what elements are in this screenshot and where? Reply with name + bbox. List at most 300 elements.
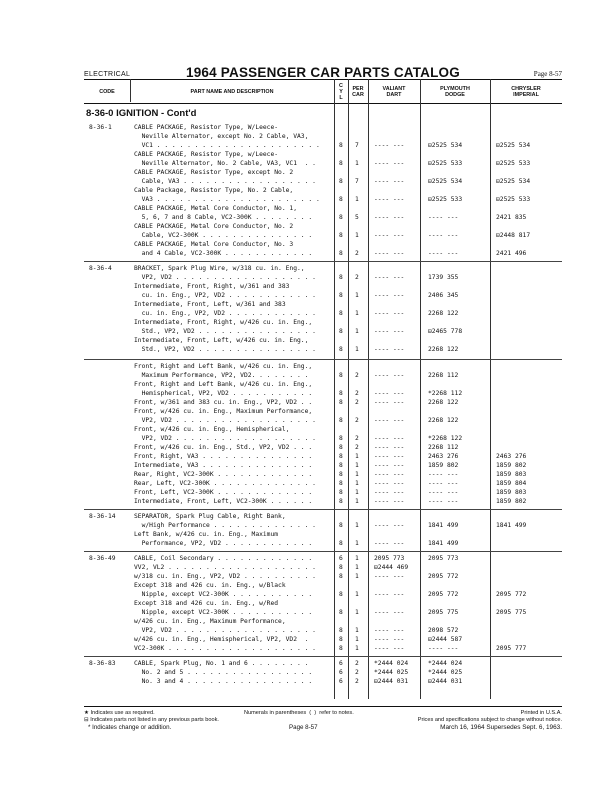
- table-row: [0, 443, 612, 452]
- col-chrysler-imperial: CHRYSLER IMPERIAL: [511, 85, 541, 98]
- cell-car: 1: [355, 564, 359, 571]
- cell-pd: 1841 499: [428, 540, 459, 547]
- cell-cyl: 8: [339, 214, 343, 221]
- table-row: [0, 282, 612, 291]
- cell-desc: CABLE PACKAGE, Resistor Type, W/Leece-: [134, 124, 279, 131]
- cell-vd: ⊟2444 031: [374, 678, 409, 685]
- cell-desc: No. 2 and 5 . . . . . . . . . . . . . . . . .: [134, 669, 313, 676]
- cell-car: 1: [355, 160, 359, 167]
- cell-desc: Std., VP2, VD2 . . . . . . . . . . . . . . . .: [134, 346, 316, 353]
- table-row: [0, 452, 612, 461]
- table-row: [0, 222, 612, 231]
- cell-cyl: 8: [339, 274, 343, 281]
- table-row: [0, 677, 612, 686]
- cell-code: 8-36-14: [89, 513, 116, 520]
- cell-pd: 2268 122: [428, 417, 459, 424]
- cell-desc: w/426 cu. in. Eng., Maximum Performance,: [134, 618, 286, 625]
- cell-desc: Except 318 and 426 cu. in. Eng., w/Red: [134, 600, 279, 607]
- cell-car: 2: [355, 669, 359, 676]
- cell-cyl: 8: [339, 522, 343, 529]
- footer-note-new-parts: ⊟ Indicates parts not listed in any previous parts book.: [84, 717, 219, 723]
- table-row: [0, 318, 612, 327]
- cell-cyl: 8: [339, 540, 343, 547]
- cell-pd: *2268 122: [428, 435, 463, 442]
- cell-car: 1: [355, 540, 359, 547]
- cell-car: 7: [355, 178, 359, 185]
- cell-cyl: 8: [339, 310, 343, 317]
- cell-desc: CABLE PACKAGE, Metal Core Conductor, No. 3: [134, 241, 294, 248]
- col-plymouth-dodge: PLYMOUTH DODGE: [440, 85, 470, 98]
- cell-pd: 2463 276: [428, 453, 459, 460]
- cell-desc: CABLE, Coil Secondary . . . . . . . . . . . . .: [134, 555, 313, 562]
- cell-desc: Except 318 and 426 cu. in. Eng., w/Black: [134, 582, 286, 589]
- cell-pd: 2095 775: [428, 609, 459, 616]
- cell-ci: 1859 802: [496, 462, 527, 469]
- cell-car: 2: [355, 250, 359, 257]
- cell-vd: ---- ---: [374, 591, 405, 598]
- table-row: [0, 195, 612, 204]
- cell-cyl: 8: [339, 444, 343, 451]
- cell-cyl: 8: [339, 591, 343, 598]
- cell-desc: Neville Alternator, No. 2 Cable, VA3, VC1 . .: [134, 160, 316, 167]
- cell-car: 2: [355, 274, 359, 281]
- cell-vd: ---- ---: [374, 399, 405, 406]
- table-row: [0, 530, 612, 539]
- table-row: [0, 659, 612, 668]
- table-row: [0, 635, 612, 644]
- cell-ci: 2095 772: [496, 591, 527, 598]
- cell-pd: ⊟2525 534: [428, 178, 463, 185]
- cell-cyl: 8: [339, 564, 343, 571]
- cell-vd: ---- ---: [374, 310, 405, 317]
- cell-desc: Intermediate, Front, Right, w/426 cu. in. Eng.,: [134, 319, 313, 326]
- cell-pd: ⊟2444 587: [428, 636, 463, 643]
- cell-pd: ---- ---: [428, 250, 459, 257]
- cell-ci: ⊟2525 533: [496, 160, 531, 167]
- cell-desc: CABLE PACKAGE, Resistor Type, except No. 2: [134, 169, 294, 176]
- cell-desc: SEPARATOR, Spark Plug Cable, Right Bank,: [134, 513, 286, 520]
- cell-cyl: 8: [339, 462, 343, 469]
- table-row: [0, 479, 612, 488]
- cell-vd: ---- ---: [374, 522, 405, 529]
- cell-car: 2: [355, 399, 359, 406]
- table-row: [0, 554, 612, 563]
- cell-pd: 2268 112: [428, 444, 459, 451]
- table-row: [0, 380, 612, 389]
- table-row: [0, 240, 612, 249]
- cell-car: 1: [355, 453, 359, 460]
- cell-pd: *2268 112: [428, 390, 463, 397]
- cell-vd: *2444 025: [374, 669, 409, 676]
- cell-pd: 1841 499: [428, 522, 459, 529]
- table-row: [0, 186, 612, 195]
- cell-cyl: 8: [339, 417, 343, 424]
- table-row: [0, 572, 612, 581]
- cell-car: 1: [355, 462, 359, 469]
- table-row: [0, 434, 612, 443]
- cell-vd: ---- ---: [374, 328, 405, 335]
- cell-pd: 2095 772: [428, 573, 459, 580]
- cell-desc: Cable, VA3 . . . . . . . . . . . . . . . . . .: [134, 178, 316, 185]
- cell-code: 8-36-1: [89, 124, 112, 131]
- cell-cyl: 8: [339, 399, 343, 406]
- cell-cyl: 8: [339, 390, 343, 397]
- cell-desc: VP2, VD2 . . . . . . . . . . . . . . . . . . .: [134, 627, 316, 634]
- cell-vd: ---- ---: [374, 417, 405, 424]
- cell-pd: 2406 345: [428, 292, 459, 299]
- group-divider: [84, 551, 562, 552]
- cell-pd: ---- ---: [428, 471, 459, 478]
- cell-desc: w/318 cu. in. Eng., VP2, VD2 . . . . . . . . . .: [134, 573, 316, 580]
- cell-ci: 2095 775: [496, 609, 527, 616]
- table-row: [0, 563, 612, 572]
- cell-desc: VA3 . . . . . . . . . . . . . . . . . . . . . .: [134, 196, 320, 203]
- rule: [130, 79, 131, 102]
- table-row: [0, 407, 612, 416]
- cell-desc: Hemispherical, VP2, VD2 . . . . . . . . . . .: [134, 390, 313, 397]
- col-code: CODE: [99, 88, 115, 95]
- cell-cyl: 8: [339, 372, 343, 379]
- cell-vd: ---- ---: [374, 250, 405, 257]
- cell-pd: ---- ---: [428, 489, 459, 496]
- cell-cyl: 8: [339, 232, 343, 239]
- table-row: [0, 168, 612, 177]
- cell-pd: 2268 112: [428, 372, 459, 379]
- cell-vd: ---- ---: [374, 498, 405, 505]
- cell-code: 8-36-83: [89, 660, 116, 667]
- cell-pd: 2268 122: [428, 346, 459, 353]
- table-row: [0, 668, 612, 677]
- cell-desc: Intermediate, Front, Left, w/426 cu. in. Eng.,: [134, 337, 309, 344]
- cell-ci: 1859 803: [496, 489, 527, 496]
- cell-vd: ---- ---: [374, 540, 405, 547]
- cell-car: 2: [355, 390, 359, 397]
- cell-pd: ---- ---: [428, 645, 459, 652]
- table-row: [0, 336, 612, 345]
- cell-desc: No. 3 and 4 . . . . . . . . . . . . . . . . .: [134, 678, 313, 685]
- table-row: [0, 617, 612, 626]
- cell-ci: 1859 803: [496, 471, 527, 478]
- cell-cyl: 8: [339, 636, 343, 643]
- group-divider: [84, 656, 562, 657]
- cell-desc: Intermediate, VA3 . . . . . . . . . . . . . . .: [134, 462, 313, 469]
- cell-desc: VC1 . . . . . . . . . . . . . . . . . . . . . .: [134, 142, 320, 149]
- table-row: [0, 425, 612, 434]
- section-title: 8-36-0 IGNITION - Cont'd: [86, 108, 197, 119]
- group-divider: [84, 359, 562, 360]
- table-row: [0, 488, 612, 497]
- cell-cyl: 8: [339, 498, 343, 505]
- cell-pd: ⊟2525 533: [428, 160, 463, 167]
- table-row: [0, 581, 612, 590]
- cell-code: 8-36-4: [89, 265, 112, 272]
- cell-pd: ---- ---: [428, 232, 459, 239]
- cell-cyl: 8: [339, 645, 343, 652]
- cell-pd: ---- ---: [428, 480, 459, 487]
- cell-vd: ---- ---: [374, 142, 405, 149]
- cell-desc: Intermediate, Front, Right, w/361 and 383: [134, 283, 290, 290]
- table-row: [0, 264, 612, 273]
- section-label: ELECTRICAL: [84, 71, 131, 78]
- cell-desc: Cable Package, Resistor Type, No. 2 Cable,: [134, 187, 294, 194]
- col-cyl: C Y L: [339, 82, 343, 101]
- cell-pd: ---- ---: [428, 498, 459, 505]
- table-row: [0, 291, 612, 300]
- cell-desc: Performance, VP2, VD2 . . . . . . . . . . . .: [134, 540, 313, 547]
- cell-car: 5: [355, 214, 359, 221]
- cell-cyl: 8: [339, 160, 343, 167]
- cell-pd: *2444 025: [428, 669, 463, 676]
- cell-car: 2: [355, 417, 359, 424]
- group-divider: [84, 261, 562, 262]
- cell-car: 2: [355, 435, 359, 442]
- cell-vd: ---- ---: [374, 489, 405, 496]
- cell-car: 1: [355, 609, 359, 616]
- cell-desc: Left Bank, w/426 cu. in. Eng., Maximum: [134, 531, 279, 538]
- cell-desc: Front, Right and Left Bank, w/426 cu. in. Eng.,: [134, 363, 313, 370]
- cell-desc: Front, Left, VC2-300K . . . . . . . . . . . . .: [134, 489, 313, 496]
- table-row: [0, 177, 612, 186]
- cell-desc: Front, w/426 cu. in. Eng., Maximum Performance,: [134, 408, 313, 415]
- table-row: [0, 644, 612, 653]
- cell-car: 1: [355, 522, 359, 529]
- table-row: [0, 626, 612, 635]
- table-row: [0, 231, 612, 240]
- table-row: [0, 327, 612, 336]
- cell-vd: ---- ---: [374, 435, 405, 442]
- table-row: [0, 141, 612, 150]
- footer-note-numerals: Numerals in parentheses ( ) refer to notes.: [244, 710, 354, 716]
- cell-desc: BRACKET, Spark Plug Wire, w/318 cu. in. Eng.,: [134, 265, 305, 272]
- cell-desc: CABLE PACKAGE, Metal Core Conductor, No. 2: [134, 223, 294, 230]
- cell-car: 7: [355, 142, 359, 149]
- cell-desc: Maximum Performance, VP2, VD2. . . . . . . .: [134, 372, 309, 379]
- table-row: [0, 345, 612, 354]
- table-row: [0, 461, 612, 470]
- cell-desc: Rear, Right, VC2-300K . . . . . . . . . . . . .: [134, 471, 313, 478]
- cell-pd: 1859 802: [428, 462, 459, 469]
- cell-car: 2: [355, 660, 359, 667]
- cell-desc: cu. in. Eng., VP2, VD2 . . . . . . . . . . . .: [134, 310, 316, 317]
- catalog-title: 1964 PASSENGER CAR PARTS CATALOG: [186, 65, 460, 80]
- cell-desc: VV2, VL2 . . . . . . . . . . . . . . . . . . . .: [134, 564, 316, 571]
- cell-pd: ---- ---: [428, 214, 459, 221]
- cell-cyl: 8: [339, 489, 343, 496]
- table-row: [0, 497, 612, 506]
- cell-ci: 2463 276: [496, 453, 527, 460]
- cell-pd: ⊟2444 031: [428, 678, 463, 685]
- cell-cyl: 8: [339, 609, 343, 616]
- cell-desc: 5, 6, 7 and 8 Cable, VC2-300K . . . . . . . .: [134, 214, 313, 221]
- cell-cyl: 6: [339, 678, 343, 685]
- cell-cyl: 8: [339, 627, 343, 634]
- table-row: [0, 416, 612, 425]
- cell-vd: ---- ---: [374, 480, 405, 487]
- cell-vd: ---- ---: [374, 609, 405, 616]
- cell-desc: w/High Performance . . . . . . . . . . . . . .: [134, 522, 316, 529]
- cell-car: 1: [355, 645, 359, 652]
- cell-pd: 2095 772: [428, 591, 459, 598]
- group-divider: [84, 509, 562, 510]
- cell-cyl: 6: [339, 660, 343, 667]
- cell-car: 2: [355, 372, 359, 379]
- table-row: [0, 150, 612, 159]
- cell-desc: Front, w/426 cu. in. Eng., Std., VP2, VD2 . . .: [134, 444, 313, 451]
- table-row: [0, 512, 612, 521]
- table-row: [0, 300, 612, 309]
- cell-vd: ---- ---: [374, 274, 405, 281]
- cell-desc: Nipple, except VC2-300K . . . . . . . . . . .: [134, 591, 313, 598]
- table-row: [0, 599, 612, 608]
- table-row: [0, 309, 612, 318]
- cell-car: 1: [355, 591, 359, 598]
- cell-pd: 1739 355: [428, 274, 459, 281]
- cell-desc: CABLE PACKAGE, Metal Core Conductor, No. 1,: [134, 205, 298, 212]
- footer-note-change: * Indicates change or addition.: [88, 724, 172, 731]
- cell-vd: 2095 773: [374, 555, 405, 562]
- cell-pd: 2095 773: [428, 555, 459, 562]
- table-row: [0, 273, 612, 282]
- footer-prices-note: Prices and specifications subject to change without notice.: [417, 717, 562, 723]
- cell-desc: Nipple, except VC2-300K . . . . . . . . . . .: [134, 609, 313, 616]
- cell-desc: Rear, Left, VC2-300K . . . . . . . . . . . . . .: [134, 480, 316, 487]
- cell-vd: ---- ---: [374, 178, 405, 185]
- col-description: PART NAME AND DESCRIPTION: [190, 88, 274, 95]
- cell-cyl: 8: [339, 573, 343, 580]
- cell-ci: ⊟2448 817: [496, 232, 531, 239]
- cell-cyl: 8: [339, 480, 343, 487]
- cell-desc: Front, w/361 and 383 cu. in. Eng., VP2, VD2 . .: [134, 399, 313, 406]
- cell-car: 1: [355, 636, 359, 643]
- table-row: [0, 398, 612, 407]
- table-row: [0, 362, 612, 371]
- cell-car: 1: [355, 489, 359, 496]
- table-row: [0, 159, 612, 168]
- page-footer: [84, 706, 562, 731]
- col-per-car: PER CAR: [352, 85, 364, 98]
- cell-desc: Cable, VC2-300K . . . . . . . . . . . . . . .: [134, 232, 313, 239]
- footer-printed: Printed in U.S.A.: [520, 710, 562, 716]
- cell-cyl: 6: [339, 669, 343, 676]
- cell-ci: 2421 835: [496, 214, 527, 221]
- cell-ci: ⊟2525 533: [496, 196, 531, 203]
- cell-car: 1: [355, 310, 359, 317]
- cell-desc: CABLE PACKAGE, Resistor Type, w/Leece-: [134, 151, 279, 158]
- cell-vd: ---- ---: [374, 636, 405, 643]
- cell-pd: ⊟2525 534: [428, 142, 463, 149]
- table-row: [0, 590, 612, 599]
- table-row: [0, 470, 612, 479]
- cell-desc: Std., VP2, VD2 . . . . . . . . . . . . . . . .: [134, 328, 316, 335]
- cell-vd: *2444 024: [374, 660, 409, 667]
- cell-vd: ---- ---: [374, 471, 405, 478]
- cell-vd: ---- ---: [374, 372, 405, 379]
- cell-desc: Front, w/426 cu. in. Eng., Hemispherical,: [134, 426, 290, 433]
- col-valiant-dart: VALIANT DART: [382, 85, 406, 98]
- cell-code: 8-36-49: [89, 555, 116, 562]
- cell-vd: ---- ---: [374, 214, 405, 221]
- cell-desc: Intermediate, Front, Left, w/361 and 383: [134, 301, 286, 308]
- cell-cyl: 8: [339, 346, 343, 353]
- table-row: [0, 249, 612, 258]
- cell-desc: and 4 Cable, VC2-300K . . . . . . . . . . . .: [134, 250, 313, 257]
- cell-vd: ---- ---: [374, 160, 405, 167]
- cell-desc: VP2, VD2 . . . . . . . . . . . . . . . . . . .: [134, 435, 316, 442]
- cell-vd: ---- ---: [374, 462, 405, 469]
- cell-vd: ---- ---: [374, 444, 405, 451]
- cell-cyl: 8: [339, 178, 343, 185]
- cell-car: 1: [355, 480, 359, 487]
- cell-ci: ⊟2525 534: [496, 142, 531, 149]
- cell-car: 1: [355, 196, 359, 203]
- cell-vd: ---- ---: [374, 390, 405, 397]
- table-row: [0, 204, 612, 213]
- table-row: [0, 132, 612, 141]
- cell-cyl: 8: [339, 453, 343, 460]
- cell-pd: 2268 122: [428, 310, 459, 317]
- cell-vd: ---- ---: [374, 573, 405, 580]
- cell-vd: ⊟2444 469: [374, 564, 409, 571]
- cell-pd: 2268 122: [428, 399, 459, 406]
- cell-pd: *2444 024: [428, 660, 463, 667]
- cell-car: 1: [355, 232, 359, 239]
- cell-ci: 1859 804: [496, 480, 527, 487]
- cell-car: 2: [355, 444, 359, 451]
- cell-car: 1: [355, 292, 359, 299]
- cell-pd: ⊟2525 533: [428, 196, 463, 203]
- cell-cyl: 8: [339, 196, 343, 203]
- cell-ci: 2421 496: [496, 250, 527, 257]
- cell-cyl: 8: [339, 292, 343, 299]
- cell-desc: VP2, VD2 . . . . . . . . . . . . . . . . . . .: [134, 274, 316, 281]
- footer-note-required: ★ Indicates use as required.: [84, 710, 155, 716]
- cell-cyl: 6: [339, 555, 343, 562]
- cell-ci: 1841 499: [496, 522, 527, 529]
- cell-pd: ⊟2465 778: [428, 328, 463, 335]
- cell-desc: CABLE, Spark Plug, No. 1 and 6 . . . . . . . .: [134, 660, 309, 667]
- cell-desc: Intermediate, Front, Left, VC2-300K . . . . . .: [134, 498, 313, 505]
- table-row: [0, 521, 612, 530]
- cell-ci: ⊟2525 534: [496, 178, 531, 185]
- cell-desc: VP2, VD2 . . . . . . . . . . . . . . . . . . .: [134, 417, 316, 424]
- cell-cyl: 8: [339, 250, 343, 257]
- cell-car: 1: [355, 573, 359, 580]
- page-number: Page 8-57: [533, 70, 562, 78]
- cell-desc: cu. in. Eng., VP2, VD2 . . . . . . . . . . . .: [134, 292, 316, 299]
- cell-car: 1: [355, 627, 359, 634]
- cell-vd: ---- ---: [374, 453, 405, 460]
- cell-vd: ---- ---: [374, 232, 405, 239]
- cell-car: 1: [355, 498, 359, 505]
- cell-desc: w/426 cu. in. Eng., Hemispherical, VP2, VD2 .: [134, 636, 309, 643]
- cell-car: 1: [355, 471, 359, 478]
- page-header: [84, 60, 562, 80]
- cell-cyl: 8: [339, 142, 343, 149]
- cell-vd: ---- ---: [374, 346, 405, 353]
- cell-desc: Neville Alternator, except No. 2 Cable, VA3,: [134, 133, 309, 140]
- table-row: [0, 608, 612, 617]
- footer-page-number: Page 8-57: [289, 724, 318, 731]
- table-row: [0, 123, 612, 132]
- table-row: [0, 213, 612, 222]
- cell-desc: Front, Right, VA3 . . . . . . . . . . . . . . .: [134, 453, 313, 460]
- table-row: [0, 389, 612, 398]
- cell-car: 1: [355, 555, 359, 562]
- cell-vd: ---- ---: [374, 645, 405, 652]
- table-row: [0, 539, 612, 548]
- cell-car: 2: [355, 678, 359, 685]
- cell-desc: Front, Right and Left Bank, w/426 cu. in. Eng.,: [134, 381, 313, 388]
